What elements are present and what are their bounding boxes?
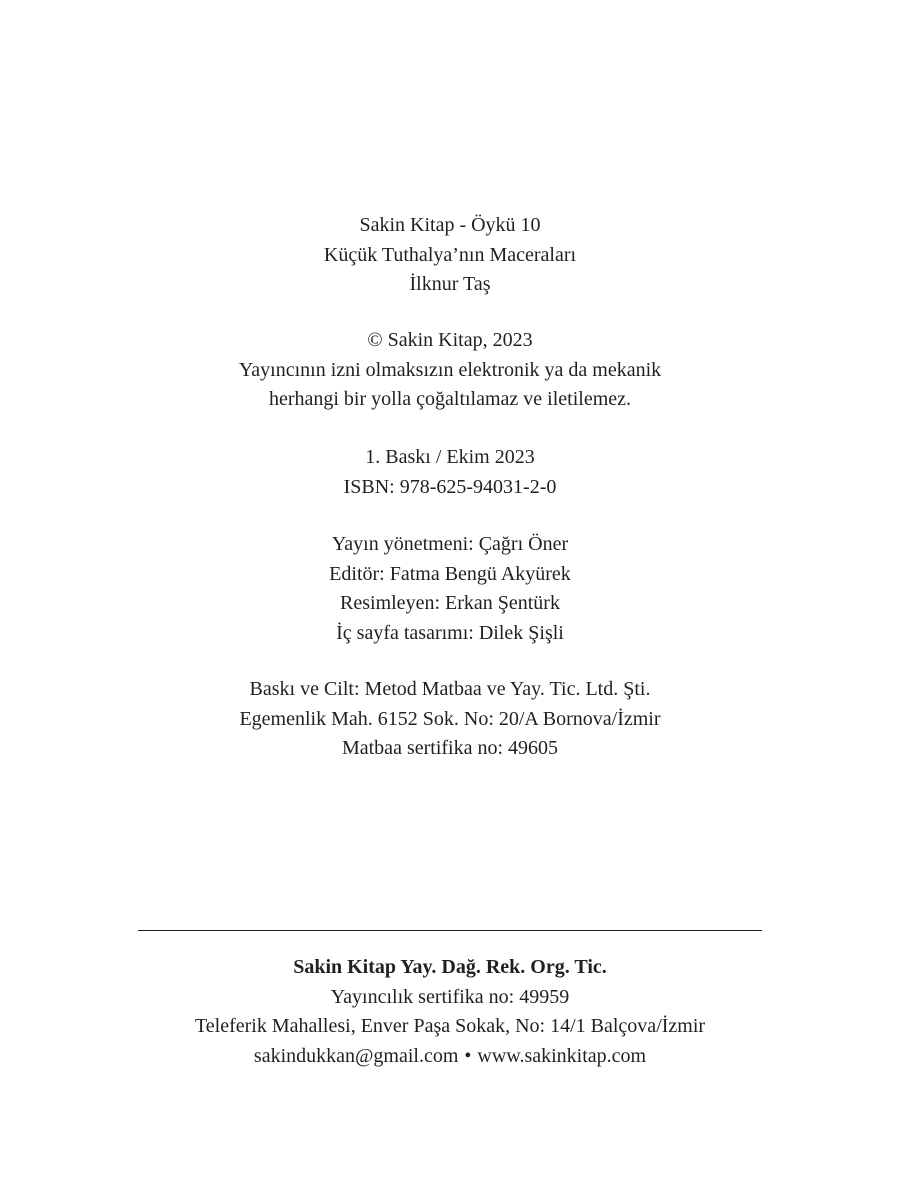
- title-block: [0, 211, 900, 300]
- isbn-line: ISBN: 978-625-94031-2-0: [343, 475, 557, 498]
- director-credit: Yayın yönetmeni: Çağrı Öner: [331, 533, 569, 555]
- editor-credit: Editör: Fatma Bengü Akyürek: [329, 562, 571, 585]
- publisher-name: Sakin Kitap Yay. Dağ. Rek. Org. Tic.: [293, 956, 607, 978]
- interior-design-credit: İç sayfa tasarımı: Dilek Şişli: [336, 621, 564, 644]
- publisher-certificate: Yayıncılık sertifika no: 49959: [330, 985, 570, 1008]
- series-line: Sakin Kitap - Öykü 10: [359, 214, 541, 236]
- divider-rule: [138, 930, 762, 931]
- rights-notice-line-2: herhangi bir yolla çoğaltılamaz ve iletilemez.: [268, 388, 632, 410]
- illustrator-credit: Resimleyen: Erkan Şentürk: [340, 592, 560, 614]
- copyright-block: [0, 326, 900, 415]
- author-name: İlknur Taş: [409, 273, 491, 295]
- bullet-separator: •: [464, 1044, 472, 1067]
- printer-certificate: Matbaa sertifika no: 49605: [341, 737, 559, 759]
- contact-line: [0, 1042, 900, 1072]
- publisher-address: Teleferik Mahallesi, Enver Paşa Sokak, No: 14/1 Balçova/İzmir: [194, 1015, 706, 1037]
- rights-notice-line-1: Yayıncının izni olmaksızın elektronik ya da mekanik: [238, 358, 662, 381]
- printer-block: [0, 675, 900, 764]
- edition-block: [0, 443, 900, 502]
- credits-block: [0, 530, 900, 648]
- email-link[interactable]: sakindukkan@gmail.com: [253, 1044, 459, 1067]
- book-title: Küçük Tuthalya’nın Maceraları: [323, 243, 577, 266]
- website-link[interactable]: www.sakinkitap.com: [477, 1044, 647, 1067]
- edition-line: 1. Baskı / Ekim 2023: [365, 446, 535, 468]
- copyright-line: © Sakin Kitap, 2023: [367, 329, 533, 351]
- printer-address: Egemenlik Mah. 6152 Sok. No: 20/A Bornova/İzmir: [239, 707, 661, 730]
- publisher-block: [0, 953, 900, 1071]
- printer-line: Baskı ve Cilt: Metod Matbaa ve Yay. Tic. Ltd. Şti.: [249, 678, 651, 700]
